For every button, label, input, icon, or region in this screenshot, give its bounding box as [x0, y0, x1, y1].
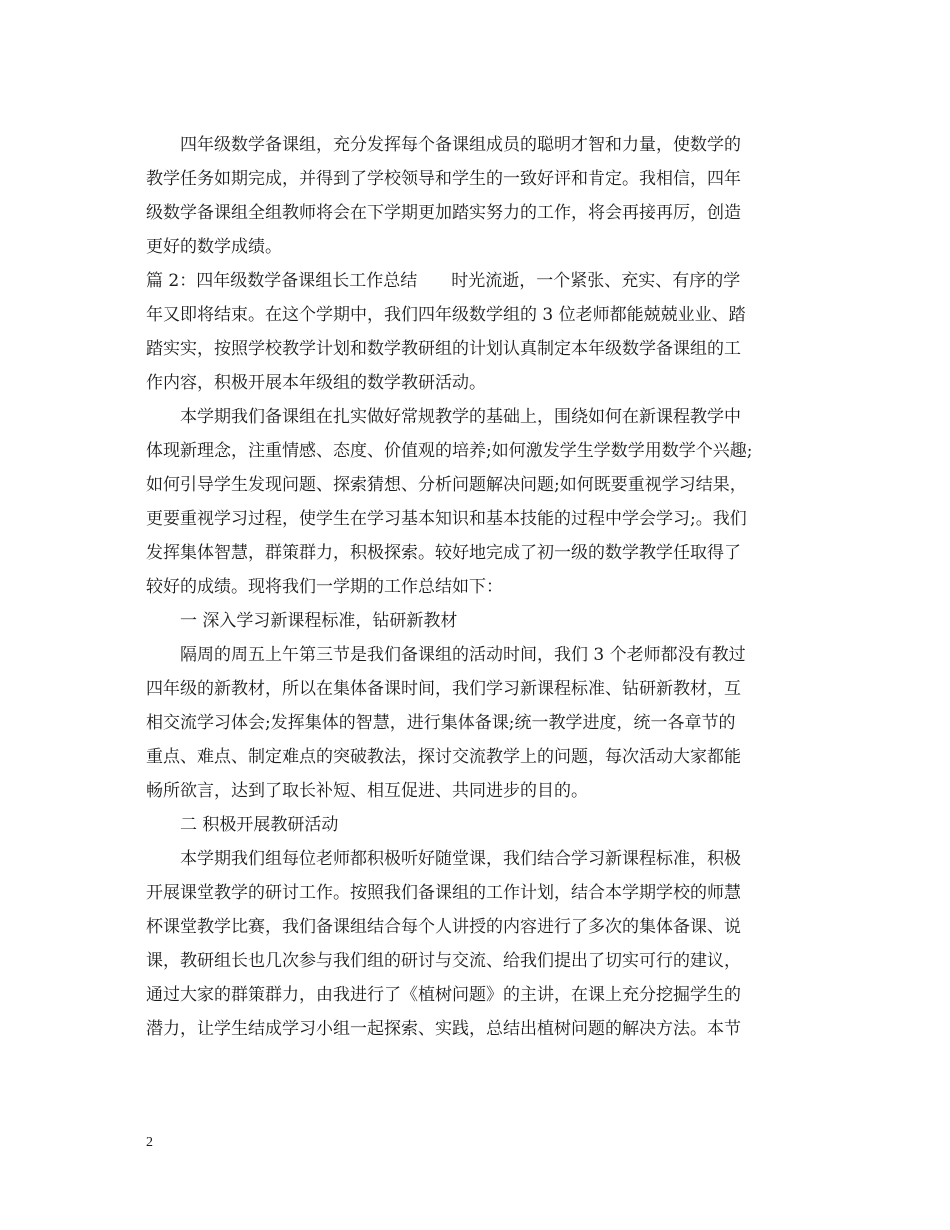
text-line: 畅所欲言，达到了取长补短、相互促进、共同进步的目的。 — [146, 781, 588, 801]
page-number: 2 — [146, 1135, 153, 1150]
text-line: 潜力，让学生结成学习小组一起探索、实践，总结出植树问题的解决方法。本节 — [146, 1019, 741, 1039]
text-line: 如何引导学生发现问题、探索猜想、分析问题解决问题;如何既要重视学习结果， — [146, 475, 747, 495]
text-line: 本学期我们组每位老师都积极听好随堂课，我们结合学习新课程标准，积极 — [146, 849, 741, 869]
text-line: 杯课堂教学比赛，我们备课组结合每个人讲授的内容进行了多次的集体备课、说 — [146, 917, 741, 937]
text-line: 级数学备课组全组教师将会在下学期更加踏实努力的工作，将会再接再厉，创造 — [146, 203, 741, 223]
text-line: 较好的成绩。现将我们一学期的工作总结如下： — [146, 577, 503, 597]
section-heading-line: 篇 2：四年级数学备课组长工作总结 时光流逝，一个紧张、充实、有序的学 — [146, 271, 741, 291]
text-line: 重点、难点、制定难点的突破教法，探讨交流教学上的问题，每次活动大家都能 — [146, 747, 741, 767]
text-line: 发挥集体智慧，群策群力，积极探索。较好地完成了初一级的数学教学任取得了 — [146, 543, 741, 563]
text-line: 年又即将结束。在这个学期中，我们四年级数学组的 3 位老师都能兢兢业业、踏 — [146, 305, 746, 325]
subheading-line: 二 积极开展教研活动 — [146, 815, 339, 835]
text-line: 作内容，积极开展本年级组的数学教研活动。 — [146, 373, 486, 393]
document-body — [146, 128, 806, 1046]
text-line: 体现新理念，注重情感、态度、价值观的培养;如何激发学生学数学用数学个兴趣; — [146, 441, 753, 461]
text-line: 开展课堂教学的研讨工作。按照我们备课组的工作计划，结合本学期学校的师慧 — [146, 883, 741, 903]
subheading-line: 一 深入学习新课程标准，钻研新教材 — [146, 611, 458, 631]
text-line: 更要重视学习过程，使学生在学习基本知识和基本技能的过程中学会学习;。我们 — [146, 509, 747, 529]
text-line: 隔周的周五上午第三节是我们备课组的活动时间，我们 3 个老师都没有教过 — [146, 645, 746, 665]
text-line: 相交流学习体会;发挥集体的智慧，进行集体备课;统一教学进度，统一各章节的 — [146, 713, 736, 733]
text-line: 更好的数学成绩。 — [146, 237, 282, 257]
text-line: 四年级的新教材，所以在集体备课时间，我们学习新课程标准、钻研新教材，互 — [146, 679, 741, 699]
text-line: 四年级数学备课组，充分发挥每个备课组成员的聪明才智和力量，使数学的 — [146, 135, 741, 155]
text-line: 通过大家的群策群力，由我进行了《植树问题》的主讲，在课上充分挖掘学生的 — [146, 985, 741, 1005]
text-line: 教学任务如期完成，并得到了学校领导和学生的一致好评和肯定。我相信，四年 — [146, 169, 741, 189]
text-line: 踏实实，按照学校教学计划和数学教研组的计划认真制定本年级数学备课组的工 — [146, 339, 741, 359]
text-line: 本学期我们备课组在扎实做好常规教学的基础上，围绕如何在新课程教学中 — [146, 407, 741, 427]
text-line: 课，教研组长也几次参与我们组的研讨与交流、给我们提出了切实可行的建议， — [146, 951, 741, 971]
